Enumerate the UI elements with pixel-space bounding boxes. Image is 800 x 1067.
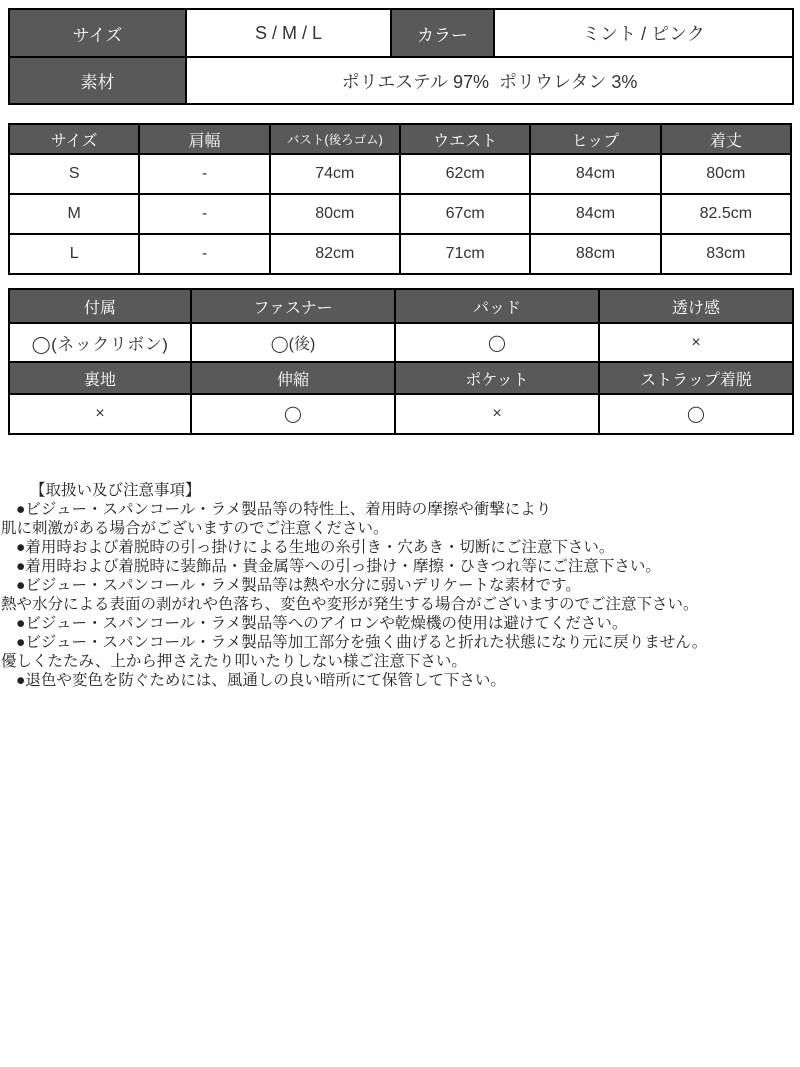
col-header-bust: バスト(後ろゴム) xyxy=(270,124,400,154)
cell-size: M xyxy=(9,194,139,234)
cell-strap: ◯ xyxy=(599,394,793,434)
cell-waist: 71cm xyxy=(400,234,530,274)
features-table xyxy=(8,288,794,435)
spec-table xyxy=(8,8,794,105)
cell-waist: 67cm xyxy=(400,194,530,234)
spec-row-material xyxy=(9,57,793,104)
measurements-row-s xyxy=(9,154,791,194)
col-header-size: サイズ xyxy=(9,124,139,154)
measurements-row-l xyxy=(9,234,791,274)
cell-hip: 84cm xyxy=(530,154,660,194)
features-header-row-1 xyxy=(9,289,793,323)
cell-accessory: ◯(ネックリボン) xyxy=(9,323,191,362)
cell-shoulder: - xyxy=(139,154,269,194)
care-line: ●退色や変色を防ぐためには、風通しの良い暗所にて保管して下さい。 xyxy=(16,672,506,689)
cell-size: S xyxy=(9,154,139,194)
care-line: ●着用時および着脱時の引っ掛けによる生地の糸引き・穴あき・切断にご注意下さい。 xyxy=(16,539,615,556)
care-line: ●ビジュー・スパンコール・ラメ製品等は熱や水分に弱いデリケートな素材です。 xyxy=(16,577,581,594)
cell-zipper: ◯(後) xyxy=(191,323,395,362)
size-value: S / M / L xyxy=(186,9,391,57)
color-value: ミント / ピンク xyxy=(494,9,793,57)
cell-sheerness: × xyxy=(599,323,793,362)
features-value-row-2 xyxy=(9,394,793,434)
cell-lining: × xyxy=(9,394,191,434)
measurements-row-m xyxy=(9,194,791,234)
cell-hip: 84cm xyxy=(530,194,660,234)
cell-pocket: × xyxy=(395,394,599,434)
care-line: 肌に刺激がある場合がございますのでご注意ください。 xyxy=(1,520,389,537)
col-header-length: 着丈 xyxy=(661,124,791,154)
care-title: 【取扱い及び注意事項】 xyxy=(30,482,201,499)
cell-length: 80cm xyxy=(661,154,791,194)
color-label: カラー xyxy=(391,9,494,57)
cell-length: 83cm xyxy=(661,234,791,274)
cell-stretch: ◯ xyxy=(191,394,395,434)
features-header-row-2 xyxy=(9,362,793,394)
material-label: 素材 xyxy=(9,57,186,104)
material-value: ポリエステル 97% ポリウレタン 3% xyxy=(186,57,793,104)
cell-size: L xyxy=(9,234,139,274)
col-header-shoulder: 肩幅 xyxy=(139,124,269,154)
care-notes xyxy=(0,481,800,690)
care-line: ●着用時および着脱時に装飾品・貴金属等への引っ掛け・摩擦・ひきつれ等にご注意下さい。 xyxy=(16,558,661,575)
col-header-waist: ウエスト xyxy=(400,124,530,154)
cell-bust: 74cm xyxy=(270,154,400,194)
col-header-stretch: 伸縮 xyxy=(191,362,395,394)
size-label: サイズ xyxy=(9,9,186,57)
care-line: ●ビジュー・スパンコール・ラメ製品等加工部分を強く曲げると折れた状態になり元に戻りません。 xyxy=(16,634,708,651)
care-line: 優しくたたみ、上から押さえたり叩いたりしない様ご注意下さい。 xyxy=(1,653,467,670)
spec-row-size-color xyxy=(9,9,793,57)
cell-bust: 82cm xyxy=(270,234,400,274)
col-header-pocket: ポケット xyxy=(395,362,599,394)
cell-bust: 80cm xyxy=(270,194,400,234)
measurements-table xyxy=(8,123,792,275)
care-line: ●ビジュー・スパンコール・ラメ製品等の特性上、着用時の摩擦や衝撃により xyxy=(16,501,552,518)
col-header-lining: 裏地 xyxy=(9,362,191,394)
cell-pad: ◯ xyxy=(395,323,599,362)
care-line: ●ビジュー・スパンコール・ラメ製品等へのアイロンや乾燥機の使用は避けてください。 xyxy=(16,615,628,632)
col-header-strap: ストラップ着脱 xyxy=(599,362,793,394)
cell-shoulder: - xyxy=(139,234,269,274)
care-line: 熱や水分による表面の剥がれや色落ち、変色や変形が発生する場合がございますのでご注意下さい。 xyxy=(1,596,699,613)
col-header-zipper: ファスナー xyxy=(191,289,395,323)
cell-waist: 62cm xyxy=(400,154,530,194)
col-header-pad: パッド xyxy=(395,289,599,323)
col-header-accessory: 付属 xyxy=(9,289,191,323)
cell-shoulder: - xyxy=(139,194,269,234)
cell-hip: 88cm xyxy=(530,234,660,274)
col-header-sheerness: 透け感 xyxy=(599,289,793,323)
col-header-hip: ヒップ xyxy=(530,124,660,154)
cell-length: 82.5cm xyxy=(661,194,791,234)
measurements-header-row xyxy=(9,124,791,154)
features-value-row-1 xyxy=(9,323,793,362)
